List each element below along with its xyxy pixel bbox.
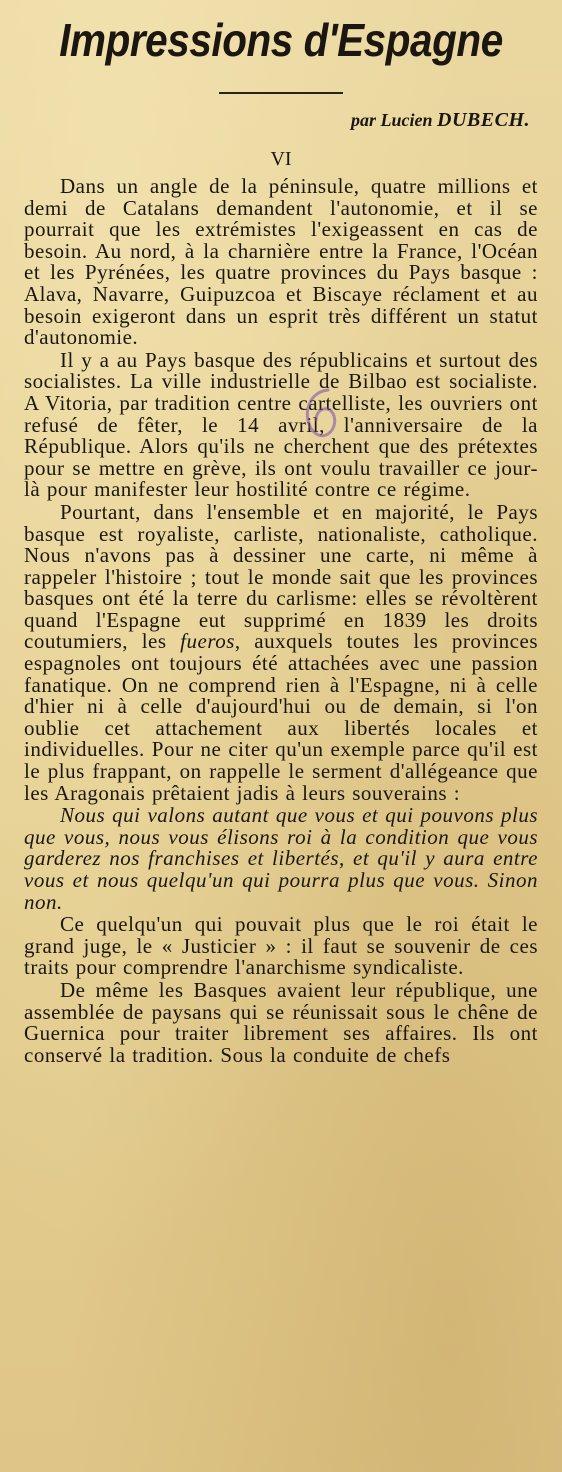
title-divider [219, 92, 343, 94]
paragraph: Pourtant, dans l'ensemble et en majorité, le Pays basque est royaliste, carliste, nationaliste, catholique. Nous n'avons pas à dessiner une carte, ni même à rappeler l'histoire ; tout le monde sait que les provinces basques ont été la terre du carlisme: elles se révoltèrent quand l'Espagne eut supprimé en 1839 les droits coutumiers, les fueros, auxquels toutes les provinces espagnoles ont toujours été attachées avec une passion fanatique. On ne comprend rien à l'Espagne, ni à celle d'hier ni à celle d'aujourd'hui ou de demain, si l'on oublie cet attachement aux libertés locales et individuelles. Pour ne citer qu'un exemple parce qu'il est le plus frappant, on rappelle le serment d'allégeance que les Aragonais prêtaient jadis à leurs souverains : [24, 499, 538, 805]
article-body [24, 176, 538, 1066]
byline-prefix: par Lucien [351, 110, 438, 130]
article-title: Impressions d'Espagne [59, 14, 503, 66]
paragraph: Dans un angle de la péninsule, quatre millions et demi de Catalans demandent l'autonomie, et il se pourrait que les extrémistes l'exigeassent en cas de besoin. Au nord, à la charnière entre la France, l'Océan et les Pyrénées, les quatre provinces du Pays basque : Alava, Navarre, Guipuzcoa et Biscaye réclament et au besoin exigeront dans un esprit très différent un statut d'autonomie. [24, 174, 538, 350]
byline [24, 108, 530, 132]
section-number: VI [270, 148, 292, 170]
quoted-oath: Nous qui valons autant que vous et qui pouvons plus que vous, nous vous élisons roi à la condition que vous garderez nos franchises et libertés, et qu'il y aura entre vous et nous quelqu'un qui pourra plus que vous. Sinon non. [24, 803, 538, 914]
author-name: DUBECH. [437, 109, 530, 131]
italic-term: fueros [180, 629, 235, 654]
paragraph: Il y a au Pays basque des républicains et surtout des socialistes. La ville industrielle de Bilbao est socialiste. A Vitoria, par tradition centre cartelliste, les ouvriers ont refusé de fêter, le 14 avril, l'anniversaire de la République. Alors qu'ils ne cherchent que des prétextes pour se mettre en grève, ils ont voulu travailler ce jour-là pour manifester leur hostilité contre ce régime. [24, 347, 538, 502]
paragraph: Ce quelqu'un qui pouvait plus que le roi était le grand juge, le « Justicier » : il faut se souvenir de ces traits pour comprendre l'anarchisme syndicaliste. [24, 912, 538, 980]
paragraph: De même les Basques avaient leur république, une assemblée de paysans qui se réunissait sous le chêne de Guernica pour traiter librement ses affaires. Ils ont conservé la tradition. Sous la conduite de chefs [24, 977, 538, 1067]
